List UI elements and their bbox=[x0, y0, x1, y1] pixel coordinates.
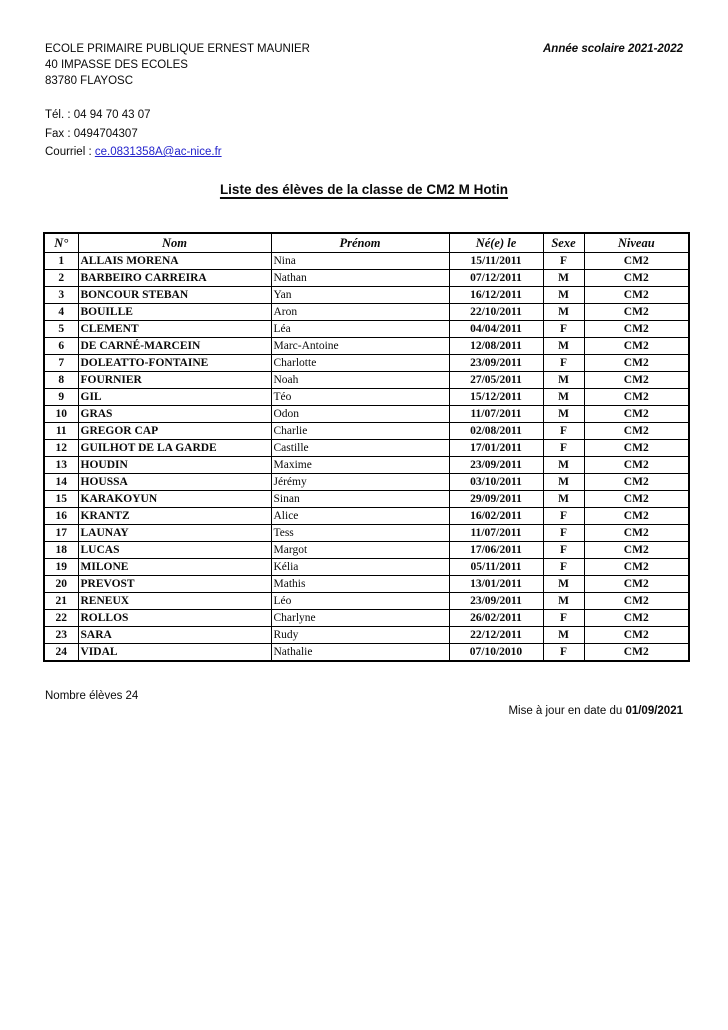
prenom-cell: Castille bbox=[271, 440, 449, 457]
sexe-cell: F bbox=[543, 644, 584, 662]
num-cell: 4 bbox=[44, 304, 78, 321]
niveau-cell: CM2 bbox=[584, 406, 689, 423]
sexe-cell: F bbox=[543, 423, 584, 440]
prenom-cell: Alice bbox=[271, 508, 449, 525]
num-cell: 13 bbox=[44, 457, 78, 474]
prenom-cell: Aron bbox=[271, 304, 449, 321]
sexe-cell: F bbox=[543, 253, 584, 270]
ne-le-cell: 15/12/2011 bbox=[449, 389, 543, 406]
email-link[interactable]: ce.0831358A@ac-nice.fr bbox=[94, 146, 222, 158]
nom-cell: GRAS bbox=[78, 406, 271, 423]
nom-cell: GUILHOT DE LA GARDE bbox=[78, 440, 271, 457]
ne-le-cell: 07/10/2010 bbox=[449, 644, 543, 662]
nom-cell: BOUILLE bbox=[78, 304, 271, 321]
ne-le-cell: 22/10/2011 bbox=[449, 304, 543, 321]
ne-le-cell: 22/12/2011 bbox=[449, 627, 543, 644]
school-year-label: Année scolaire 2021-2022 bbox=[542, 43, 683, 55]
sexe-cell: M bbox=[543, 406, 584, 423]
sexe-cell: M bbox=[543, 270, 584, 287]
ne-le-cell: 29/09/2011 bbox=[449, 491, 543, 508]
last-updated-prefix: Mise à jour en date du bbox=[508, 705, 626, 717]
prenom-cell: Tess bbox=[271, 525, 449, 542]
nom-cell: BONCOUR STEBAN bbox=[78, 287, 271, 304]
column-header-nom: Nom bbox=[78, 233, 271, 253]
table-row bbox=[44, 644, 689, 662]
niveau-cell: CM2 bbox=[584, 253, 689, 270]
niveau-cell: CM2 bbox=[584, 525, 689, 542]
num-cell: 19 bbox=[44, 559, 78, 576]
niveau-cell: CM2 bbox=[584, 474, 689, 491]
num-cell: 16 bbox=[44, 508, 78, 525]
student-count-label: Nombre élèves 24 bbox=[45, 690, 139, 702]
table-row bbox=[44, 406, 689, 423]
niveau-cell: CM2 bbox=[584, 389, 689, 406]
sexe-cell: F bbox=[543, 355, 584, 372]
niveau-cell: CM2 bbox=[584, 627, 689, 644]
niveau-cell: CM2 bbox=[584, 457, 689, 474]
table-row bbox=[44, 576, 689, 593]
column-header-prenom: Prénom bbox=[271, 233, 449, 253]
ne-le-cell: 17/06/2011 bbox=[449, 542, 543, 559]
num-cell: 11 bbox=[44, 423, 78, 440]
ne-le-cell: 13/01/2011 bbox=[449, 576, 543, 593]
num-cell: 3 bbox=[44, 287, 78, 304]
prenom-cell: Yan bbox=[271, 287, 449, 304]
niveau-cell: CM2 bbox=[584, 338, 689, 355]
table-row bbox=[44, 321, 689, 338]
nom-cell: SARA bbox=[78, 627, 271, 644]
sexe-cell: M bbox=[543, 372, 584, 389]
niveau-cell: CM2 bbox=[584, 372, 689, 389]
email-label: Courriel : bbox=[45, 146, 95, 158]
niveau-cell: CM2 bbox=[584, 593, 689, 610]
school-address-block bbox=[45, 41, 310, 89]
num-cell: 10 bbox=[44, 406, 78, 423]
ne-le-cell: 15/11/2011 bbox=[449, 253, 543, 270]
num-cell: 8 bbox=[44, 372, 78, 389]
table-row bbox=[44, 542, 689, 559]
num-cell: 6 bbox=[44, 338, 78, 355]
num-cell: 2 bbox=[44, 270, 78, 287]
nom-cell: CLEMENT bbox=[78, 321, 271, 338]
nom-cell: DE CARNÉ-MARCEIN bbox=[78, 338, 271, 355]
nom-cell: ROLLOS bbox=[78, 610, 271, 627]
ne-le-cell: 16/12/2011 bbox=[449, 287, 543, 304]
prenom-cell: Marc-Antoine bbox=[271, 338, 449, 355]
table-header-row bbox=[44, 233, 689, 253]
niveau-cell: CM2 bbox=[584, 491, 689, 508]
nom-cell: GIL bbox=[78, 389, 271, 406]
table-row bbox=[44, 610, 689, 627]
niveau-cell: CM2 bbox=[584, 321, 689, 338]
ne-le-cell: 11/07/2011 bbox=[449, 525, 543, 542]
nom-cell: BARBEIRO CARREIRA bbox=[78, 270, 271, 287]
nom-cell: LAUNAY bbox=[78, 525, 271, 542]
num-cell: 23 bbox=[44, 627, 78, 644]
prenom-cell: Léa bbox=[271, 321, 449, 338]
sexe-cell: M bbox=[543, 457, 584, 474]
prenom-cell: Rudy bbox=[271, 627, 449, 644]
ne-le-cell: 12/08/2011 bbox=[449, 338, 543, 355]
sexe-cell: F bbox=[543, 321, 584, 338]
ne-le-cell: 23/09/2011 bbox=[449, 593, 543, 610]
prenom-cell: Charlyne bbox=[271, 610, 449, 627]
prenom-cell: Mathis bbox=[271, 576, 449, 593]
last-updated-label bbox=[508, 705, 683, 717]
sexe-cell: F bbox=[543, 508, 584, 525]
ne-le-cell: 27/05/2011 bbox=[449, 372, 543, 389]
school-name: ECOLE PRIMAIRE PUBLIQUE ERNEST MAUNIER bbox=[45, 43, 310, 55]
table-row bbox=[44, 423, 689, 440]
prenom-cell: Nathalie bbox=[271, 644, 449, 662]
sexe-cell: M bbox=[543, 338, 584, 355]
nom-cell: PREVOST bbox=[78, 576, 271, 593]
students-table bbox=[43, 232, 690, 662]
table-row bbox=[44, 440, 689, 457]
ne-le-cell: 04/04/2011 bbox=[449, 321, 543, 338]
sexe-cell: F bbox=[543, 525, 584, 542]
table-row bbox=[44, 338, 689, 355]
column-header-ne-le: Né(e) le bbox=[449, 233, 543, 253]
num-cell: 5 bbox=[44, 321, 78, 338]
sexe-cell: M bbox=[543, 491, 584, 508]
column-header-sexe: Sexe bbox=[543, 233, 584, 253]
niveau-cell: CM2 bbox=[584, 304, 689, 321]
niveau-cell: CM2 bbox=[584, 576, 689, 593]
sexe-cell: M bbox=[543, 389, 584, 406]
niveau-cell: CM2 bbox=[584, 644, 689, 662]
ne-le-cell: 16/02/2011 bbox=[449, 508, 543, 525]
table-row bbox=[44, 508, 689, 525]
prenom-cell: Jérémy bbox=[271, 474, 449, 491]
prenom-cell: Léo bbox=[271, 593, 449, 610]
sexe-cell: F bbox=[543, 559, 584, 576]
table-row bbox=[44, 525, 689, 542]
table-row bbox=[44, 270, 689, 287]
niveau-cell: CM2 bbox=[584, 440, 689, 457]
prenom-cell: Margot bbox=[271, 542, 449, 559]
column-header-num: N° bbox=[44, 233, 78, 253]
prenom-cell: Sinan bbox=[271, 491, 449, 508]
num-cell: 14 bbox=[44, 474, 78, 491]
table-row bbox=[44, 627, 689, 644]
nom-cell: FOURNIER bbox=[78, 372, 271, 389]
niveau-cell: CM2 bbox=[584, 610, 689, 627]
school-contact-block bbox=[45, 106, 222, 162]
email-line bbox=[45, 143, 222, 162]
nom-cell: DOLEATTO-FONTAINE bbox=[78, 355, 271, 372]
num-cell: 20 bbox=[44, 576, 78, 593]
ne-le-cell: 11/07/2011 bbox=[449, 406, 543, 423]
prenom-cell: Kélia bbox=[271, 559, 449, 576]
table-row bbox=[44, 559, 689, 576]
nom-cell: KARAKOYUN bbox=[78, 491, 271, 508]
num-cell: 24 bbox=[44, 644, 78, 662]
num-cell: 18 bbox=[44, 542, 78, 559]
niveau-cell: CM2 bbox=[584, 542, 689, 559]
sexe-cell: F bbox=[543, 610, 584, 627]
num-cell: 1 bbox=[44, 253, 78, 270]
phone-line: Tél. : 04 94 70 43 07 bbox=[45, 109, 151, 121]
table-row bbox=[44, 287, 689, 304]
niveau-cell: CM2 bbox=[584, 559, 689, 576]
niveau-cell: CM2 bbox=[584, 355, 689, 372]
ne-le-cell: 26/02/2011 bbox=[449, 610, 543, 627]
nom-cell: KRANTZ bbox=[78, 508, 271, 525]
nom-cell: GREGOR CAP bbox=[78, 423, 271, 440]
ne-le-cell: 23/09/2011 bbox=[449, 457, 543, 474]
table-row bbox=[44, 253, 689, 270]
num-cell: 7 bbox=[44, 355, 78, 372]
sexe-cell: M bbox=[543, 576, 584, 593]
niveau-cell: CM2 bbox=[584, 270, 689, 287]
ne-le-cell: 17/01/2011 bbox=[449, 440, 543, 457]
ne-le-cell: 02/08/2011 bbox=[449, 423, 543, 440]
num-cell: 12 bbox=[44, 440, 78, 457]
prenom-cell: Noah bbox=[271, 372, 449, 389]
nom-cell: HOUSSA bbox=[78, 474, 271, 491]
school-address-line2: 83780 FLAYOSC bbox=[45, 75, 134, 87]
page-title: Liste des élèves de la classe de CM2 M Hotin bbox=[219, 182, 509, 197]
ne-le-cell: 05/11/2011 bbox=[449, 559, 543, 576]
sexe-cell: M bbox=[543, 287, 584, 304]
niveau-cell: CM2 bbox=[584, 423, 689, 440]
table-row bbox=[44, 474, 689, 491]
niveau-cell: CM2 bbox=[584, 508, 689, 525]
column-header-niveau: Niveau bbox=[584, 233, 689, 253]
nom-cell: ALLAIS MORENA bbox=[78, 253, 271, 270]
sexe-cell: M bbox=[543, 627, 584, 644]
prenom-cell: Charlie bbox=[271, 423, 449, 440]
table-row bbox=[44, 304, 689, 321]
nom-cell: RENEUX bbox=[78, 593, 271, 610]
prenom-cell: Nina bbox=[271, 253, 449, 270]
prenom-cell: Charlotte bbox=[271, 355, 449, 372]
last-updated-date: 01/09/2021 bbox=[625, 705, 683, 717]
fax-line: Fax : 0494704307 bbox=[45, 127, 138, 140]
prenom-cell: Odon bbox=[271, 406, 449, 423]
num-cell: 9 bbox=[44, 389, 78, 406]
ne-le-cell: 03/10/2011 bbox=[449, 474, 543, 491]
sexe-cell: M bbox=[543, 593, 584, 610]
table-row bbox=[44, 372, 689, 389]
nom-cell: HOUDIN bbox=[78, 457, 271, 474]
prenom-cell: Maxime bbox=[271, 457, 449, 474]
num-cell: 21 bbox=[44, 593, 78, 610]
students-table-body bbox=[44, 253, 689, 662]
nom-cell: VIDAL bbox=[78, 644, 271, 662]
prenom-cell: Nathan bbox=[271, 270, 449, 287]
ne-le-cell: 23/09/2011 bbox=[449, 355, 543, 372]
sexe-cell: F bbox=[543, 542, 584, 559]
niveau-cell: CM2 bbox=[584, 287, 689, 304]
table-row bbox=[44, 355, 689, 372]
school-address-line1: 40 IMPASSE DES ECOLES bbox=[45, 59, 188, 71]
ne-le-cell: 07/12/2011 bbox=[449, 270, 543, 287]
nom-cell: MILONE bbox=[78, 559, 271, 576]
num-cell: 22 bbox=[44, 610, 78, 627]
num-cell: 15 bbox=[44, 491, 78, 508]
table-row bbox=[44, 491, 689, 508]
table-row bbox=[44, 457, 689, 474]
num-cell: 17 bbox=[44, 525, 78, 542]
prenom-cell: Téo bbox=[271, 389, 449, 406]
nom-cell: LUCAS bbox=[78, 542, 271, 559]
sexe-cell: M bbox=[543, 304, 584, 321]
table-row bbox=[44, 593, 689, 610]
sexe-cell: M bbox=[543, 474, 584, 491]
sexe-cell: F bbox=[543, 440, 584, 457]
table-row bbox=[44, 389, 689, 406]
